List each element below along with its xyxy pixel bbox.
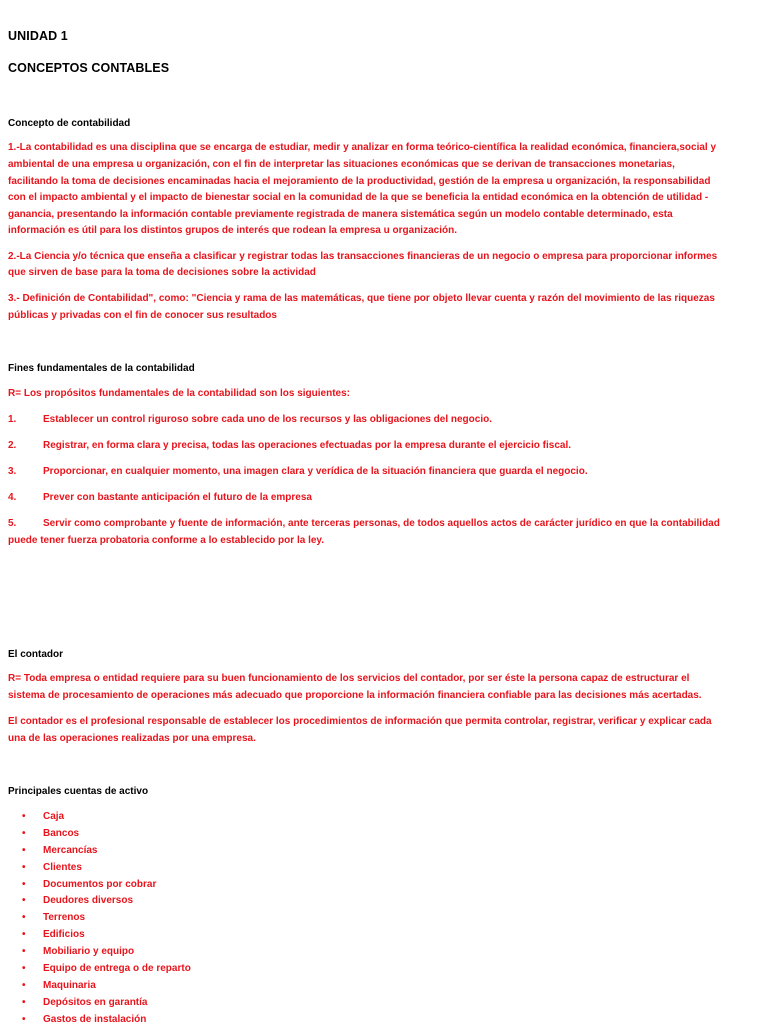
bullet-icon: • xyxy=(22,878,26,890)
bullet-icon: • xyxy=(22,963,26,975)
concepto-p2-line: 2.-La Ciencia y/o técnica que enseña a clasificar y registrar todas las transacciones financieras de un negocio o empresa para proporcionar informes xyxy=(8,251,718,262)
concepto-p1-line: facilitando la toma de decisiones encaminadas hacia el mejoramiento de la productividad, gestión de la empresa u organización, la responsabilidad xyxy=(8,176,711,187)
activo-heading: Principales cuentas de activo xyxy=(8,786,149,797)
bullet-icon: • xyxy=(22,861,26,873)
list-item-label: Mercancías xyxy=(43,844,98,856)
bullet-icon: • xyxy=(22,844,26,856)
list-item-label: Depósitos en garantía xyxy=(43,996,148,1008)
fines-item-text-continued: puede tener fuerza probatoria conforme a lo establecido por la ley. xyxy=(8,535,325,546)
fines-item-number: 4. xyxy=(8,492,17,503)
fines-item-number: 2. xyxy=(8,440,17,451)
concepto-p1-line: 1.-La contabilidad es una disciplina que se encarga de estudiar, medir y analizar en forma teórico-científica la realidad económica, financiera,social y xyxy=(8,142,717,153)
bullet-icon: • xyxy=(22,895,26,907)
list-item-label: Terrenos xyxy=(43,912,86,924)
list-item-label: Mobiliario y equipo xyxy=(43,946,135,958)
bullet-icon: • xyxy=(22,811,26,822)
fines-item-text: Establecer un control riguroso sobre cada uno de los recursos y las obligaciones del negocio. xyxy=(43,414,493,425)
list-item-label: Caja xyxy=(43,811,65,822)
list-item-label: Equipo de entrega o de reparto xyxy=(43,963,191,975)
bullet-icon: • xyxy=(22,996,26,1008)
bullet-icon: • xyxy=(22,929,26,941)
concepto-p1-line: con el impacto ambiental y el impacto de bienestar social en la comunidad de la que se beneficia la entidad económica en la obtención de utilidad - xyxy=(8,192,709,203)
contador-p1-line: R= Toda empresa o entidad requiere para su buen funcionamiento de los servicios del contador, por ser éste la persona capaz de estructurar el xyxy=(8,673,690,684)
bullet-icon: • xyxy=(22,1013,26,1024)
concepto-p1-line: ganancia, presentando la información contable previamente registrada de manera sistemática según un modelo contable determinado, esta xyxy=(8,209,673,220)
fines-item-number: 3. xyxy=(8,466,17,477)
list-item-label: Gastos de instalación xyxy=(43,1013,147,1024)
concepto-p2-line: que sirven de base para la toma de decisiones sobre la actividad xyxy=(8,267,316,278)
concepto-heading: Concepto de contabilidad xyxy=(8,118,131,129)
concepto-p3-line: 3.- Definición de Contabilidad", como: "Ciencia y rama de las matemáticas, que tiene por objeto llevar cuenta y razón del movimiento de las riquezas xyxy=(8,293,715,304)
list-item-label: Edificios xyxy=(43,929,85,941)
contador-p1-line: sistema de procesamiento de operaciones más adecuado que proporcione la información financiera confiable para las decisiones más acertadas. xyxy=(8,690,702,701)
concepto-p1-line: información es útil para los distintos grupos de interés que rodean la empresa u organización. xyxy=(8,225,457,236)
list-item-label: Deudores diversos xyxy=(43,895,134,907)
contador-p2-line: una de las operaciones realizadas por una empresa. xyxy=(8,733,256,744)
fines-heading: Fines fundamentales de la contabilidad xyxy=(8,363,195,374)
fines-intro: R= Los propósitos fundamentales de la contabilidad son los siguientes: xyxy=(8,388,350,399)
list-item-label: Clientes xyxy=(43,861,82,873)
list-item-label: Bancos xyxy=(43,827,80,839)
bullet-icon: • xyxy=(22,946,26,958)
concepto-p1-line: ambiental de una empresa u organización, con el fin de interpretar las situaciones económicas que se derivan de transacciones monetarias, xyxy=(8,159,675,170)
bullet-icon: • xyxy=(22,827,26,839)
contador-heading: El contador xyxy=(8,649,64,660)
list-item-label: Maquinaria xyxy=(43,979,96,991)
unit-title: UNIDAD 1 xyxy=(8,29,68,43)
fines-item-text: Prever con bastante anticipación el futuro de la empresa xyxy=(43,492,312,503)
concepto-p3-line: públicas y privadas con el fin de conocer sus resultados xyxy=(8,310,277,321)
bullet-icon: • xyxy=(22,979,26,991)
fines-item-number: 1. xyxy=(8,414,17,425)
bullet-icon: • xyxy=(22,912,26,924)
fines-item-text: Proporcionar, en cualquier momento, una imagen clara y verídica de la situación financiera que guarda el negocio. xyxy=(43,466,588,477)
fines-item-text: Registrar, en forma clara y precisa, todas las operaciones efectuadas por la empresa durante el ejercicio fiscal. xyxy=(43,440,572,451)
contador-p2-line: El contador es el profesional responsable de establecer los procedimientos de información que permita controlar, registrar, verificar y explicar cada xyxy=(8,716,712,727)
fines-item-number: 5. xyxy=(8,518,17,529)
list-item-label: Documentos por cobrar xyxy=(43,878,157,890)
fines-item-text: Servir como comprobante y fuente de información, ante terceras personas, de todos aquellos actos de carácter jurídico en que la contabilidad xyxy=(43,518,720,529)
section-title: CONCEPTOS CONTABLES xyxy=(8,61,170,75)
